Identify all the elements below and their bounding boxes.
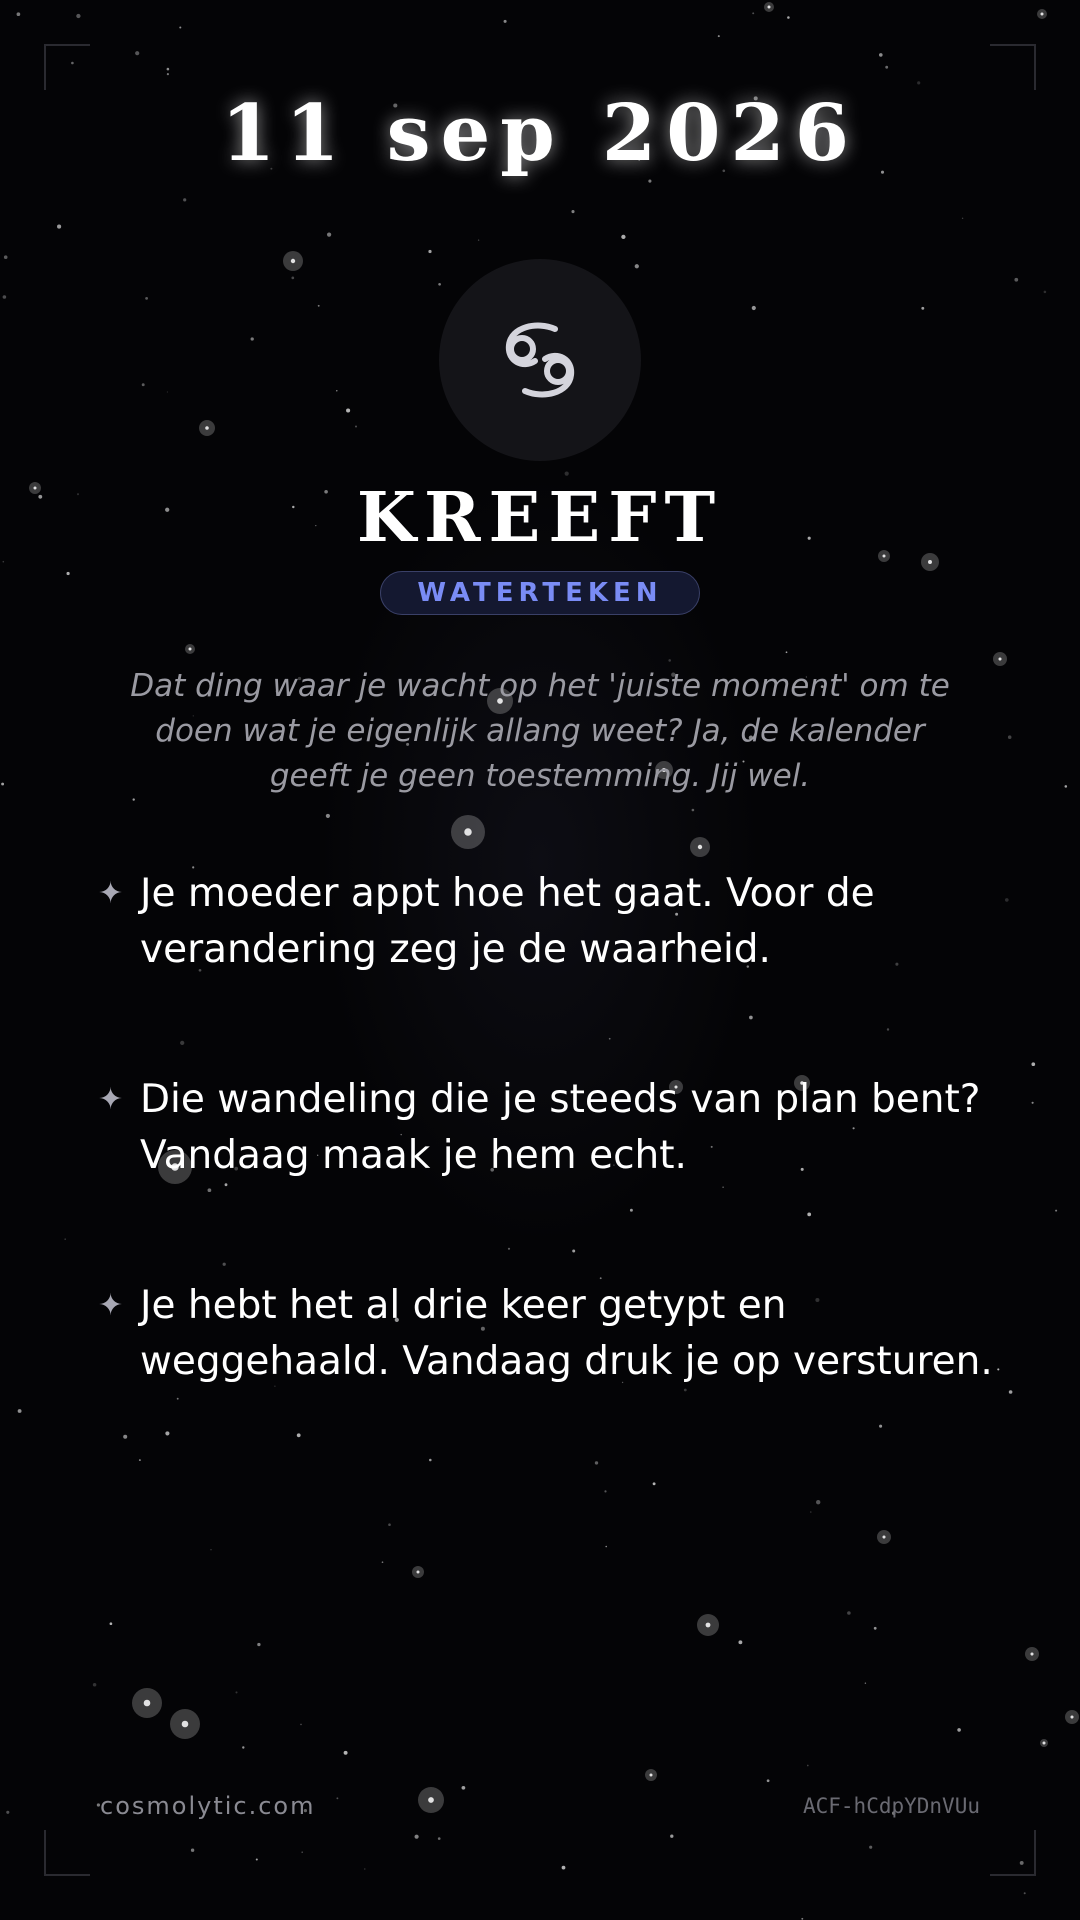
glow-star-core [998, 657, 1001, 660]
star [428, 250, 431, 253]
star [605, 1546, 607, 1548]
star [355, 425, 357, 427]
star [167, 391, 168, 392]
prediction-text: Je moeder appt hoe het gaat. Voor de verandering zeg je de waarheid. [140, 871, 875, 972]
star [167, 68, 170, 71]
star [177, 1398, 179, 1400]
sparkle-icon: ✦ [98, 1082, 124, 1117]
glow-star-core [144, 1700, 151, 1707]
star [291, 277, 294, 280]
star [1024, 1892, 1026, 1894]
glow-star-core [768, 6, 771, 9]
star [251, 337, 254, 340]
star [1055, 1210, 1057, 1212]
sparkle-icon: ✦ [98, 1288, 124, 1323]
corner-frame-bottom-right [990, 1830, 1036, 1876]
star [865, 1682, 866, 1683]
star [210, 1549, 211, 1550]
star [1008, 735, 1012, 739]
prediction-text: Die wandeling die je steeds van plan bent? Vandaag maak je hem echt. [140, 1077, 981, 1178]
star [76, 14, 80, 18]
star [67, 572, 70, 575]
star [327, 232, 331, 236]
star [142, 383, 145, 386]
star [256, 1858, 258, 1860]
star [17, 12, 21, 16]
glow-star-core [428, 1797, 434, 1803]
star [110, 1622, 113, 1625]
star [93, 1683, 97, 1687]
star [885, 66, 888, 69]
glow-star-core [417, 1571, 420, 1574]
star [879, 1425, 882, 1428]
star [165, 1431, 169, 1435]
date-heading: 11 sep 2026 [220, 88, 860, 179]
star [57, 225, 61, 229]
star [1044, 291, 1047, 294]
star [223, 1263, 226, 1266]
star [653, 1482, 656, 1485]
star [571, 210, 574, 213]
corner-frame-top-right [990, 44, 1036, 90]
glow-star-core [182, 1721, 189, 1728]
glow-star-core [882, 1535, 885, 1538]
star [415, 1835, 419, 1839]
glow-star-core [650, 1774, 653, 1777]
star [336, 1797, 338, 1799]
star [6, 1811, 9, 1814]
glow-star-core [928, 560, 932, 564]
glow-star-core [1043, 1742, 1046, 1745]
star [504, 20, 507, 23]
star [1, 783, 4, 786]
star [816, 1500, 820, 1504]
intro-quote: Dat ding waar je wacht op het 'juiste moment' om te doen wat je eigenlijk allang weet? Ja, de kalender geeft je geen toestemming. Jij wel. [130, 668, 950, 794]
star [668, 659, 671, 662]
corner-frame-bottom-left [44, 1830, 90, 1876]
star [242, 1746, 244, 1748]
glow-star-core [1041, 13, 1044, 16]
star [810, 1511, 812, 1513]
star [874, 1627, 877, 1630]
star [18, 1409, 22, 1413]
zodiac-glyph-circle [439, 259, 641, 461]
star [326, 814, 330, 818]
glow-star-core [1030, 1652, 1033, 1655]
star [257, 1643, 260, 1646]
star [562, 1866, 566, 1870]
star [847, 1611, 851, 1615]
prediction-item [98, 1072, 1028, 1184]
star [1065, 785, 1068, 788]
star [438, 283, 441, 286]
star [462, 1786, 466, 1790]
star [344, 1751, 348, 1755]
star [1014, 278, 1018, 282]
star [786, 651, 788, 653]
sign-name: KREEFT [356, 478, 724, 558]
star [752, 306, 756, 310]
glow-star-core [291, 259, 295, 263]
star [749, 1016, 753, 1020]
star [917, 81, 920, 84]
star [621, 235, 625, 239]
star [145, 297, 148, 300]
star [767, 1779, 770, 1782]
star [382, 1561, 384, 1563]
star [670, 1835, 673, 1838]
star [604, 1490, 606, 1492]
star [595, 1461, 598, 1464]
star [887, 1028, 889, 1030]
prediction-text: Je hebt het al drie keer getypt en weggehaald. Vandaag druk je op versturen. [140, 1283, 993, 1384]
corner-frame-top-left [44, 44, 90, 90]
star [807, 1765, 809, 1767]
star [787, 16, 790, 19]
star [692, 809, 695, 812]
star [722, 1186, 723, 1187]
star [478, 239, 479, 240]
star [180, 1041, 184, 1045]
glow-star-core [1070, 1715, 1073, 1718]
star [869, 1846, 872, 1849]
star [191, 1849, 194, 1852]
star [183, 198, 186, 201]
glow-star-core [464, 828, 471, 835]
star [167, 73, 169, 75]
star [1031, 1062, 1035, 1066]
star [801, 1918, 803, 1920]
footer-site-link[interactable]: cosmolytic.com [100, 1792, 316, 1820]
star [208, 1188, 212, 1192]
star [336, 390, 337, 391]
star [3, 295, 7, 299]
star [235, 1691, 237, 1693]
star [962, 218, 963, 219]
star [648, 180, 651, 183]
star [135, 51, 139, 55]
element-badge: WATERTEKEN [380, 571, 700, 615]
star [388, 1523, 391, 1526]
star [635, 264, 639, 268]
sparkle-icon: ✦ [98, 876, 124, 911]
star [957, 1728, 961, 1732]
prediction-item [98, 1278, 1028, 1390]
star [508, 1248, 510, 1250]
star [609, 1038, 611, 1040]
star [300, 1724, 302, 1726]
star [364, 1868, 365, 1869]
star [572, 1250, 575, 1253]
prediction-item [98, 866, 1028, 978]
star [565, 471, 569, 475]
glow-star-core [706, 1623, 711, 1628]
star [718, 35, 720, 37]
star [139, 1459, 141, 1461]
cancer-zodiac-icon [495, 315, 585, 405]
star [921, 307, 924, 310]
star [1032, 1102, 1034, 1104]
star [879, 53, 883, 57]
star [179, 26, 181, 28]
star [1009, 1390, 1013, 1394]
glow-star-core [189, 648, 192, 651]
star [318, 305, 320, 307]
star [4, 255, 8, 259]
star [301, 1851, 303, 1853]
star [297, 1433, 301, 1437]
star [752, 12, 754, 14]
star [438, 1837, 441, 1840]
star [123, 1435, 127, 1439]
star [64, 1238, 66, 1240]
glow-star-core [698, 845, 702, 849]
star [630, 1209, 633, 1212]
star [738, 1640, 742, 1644]
star [429, 1459, 432, 1462]
star [807, 1213, 811, 1217]
glow-star-core [205, 426, 209, 430]
star [3, 561, 5, 563]
footer-reference-code: ACF-hCdpYDnVUu [802, 1794, 980, 1818]
star [346, 408, 350, 412]
